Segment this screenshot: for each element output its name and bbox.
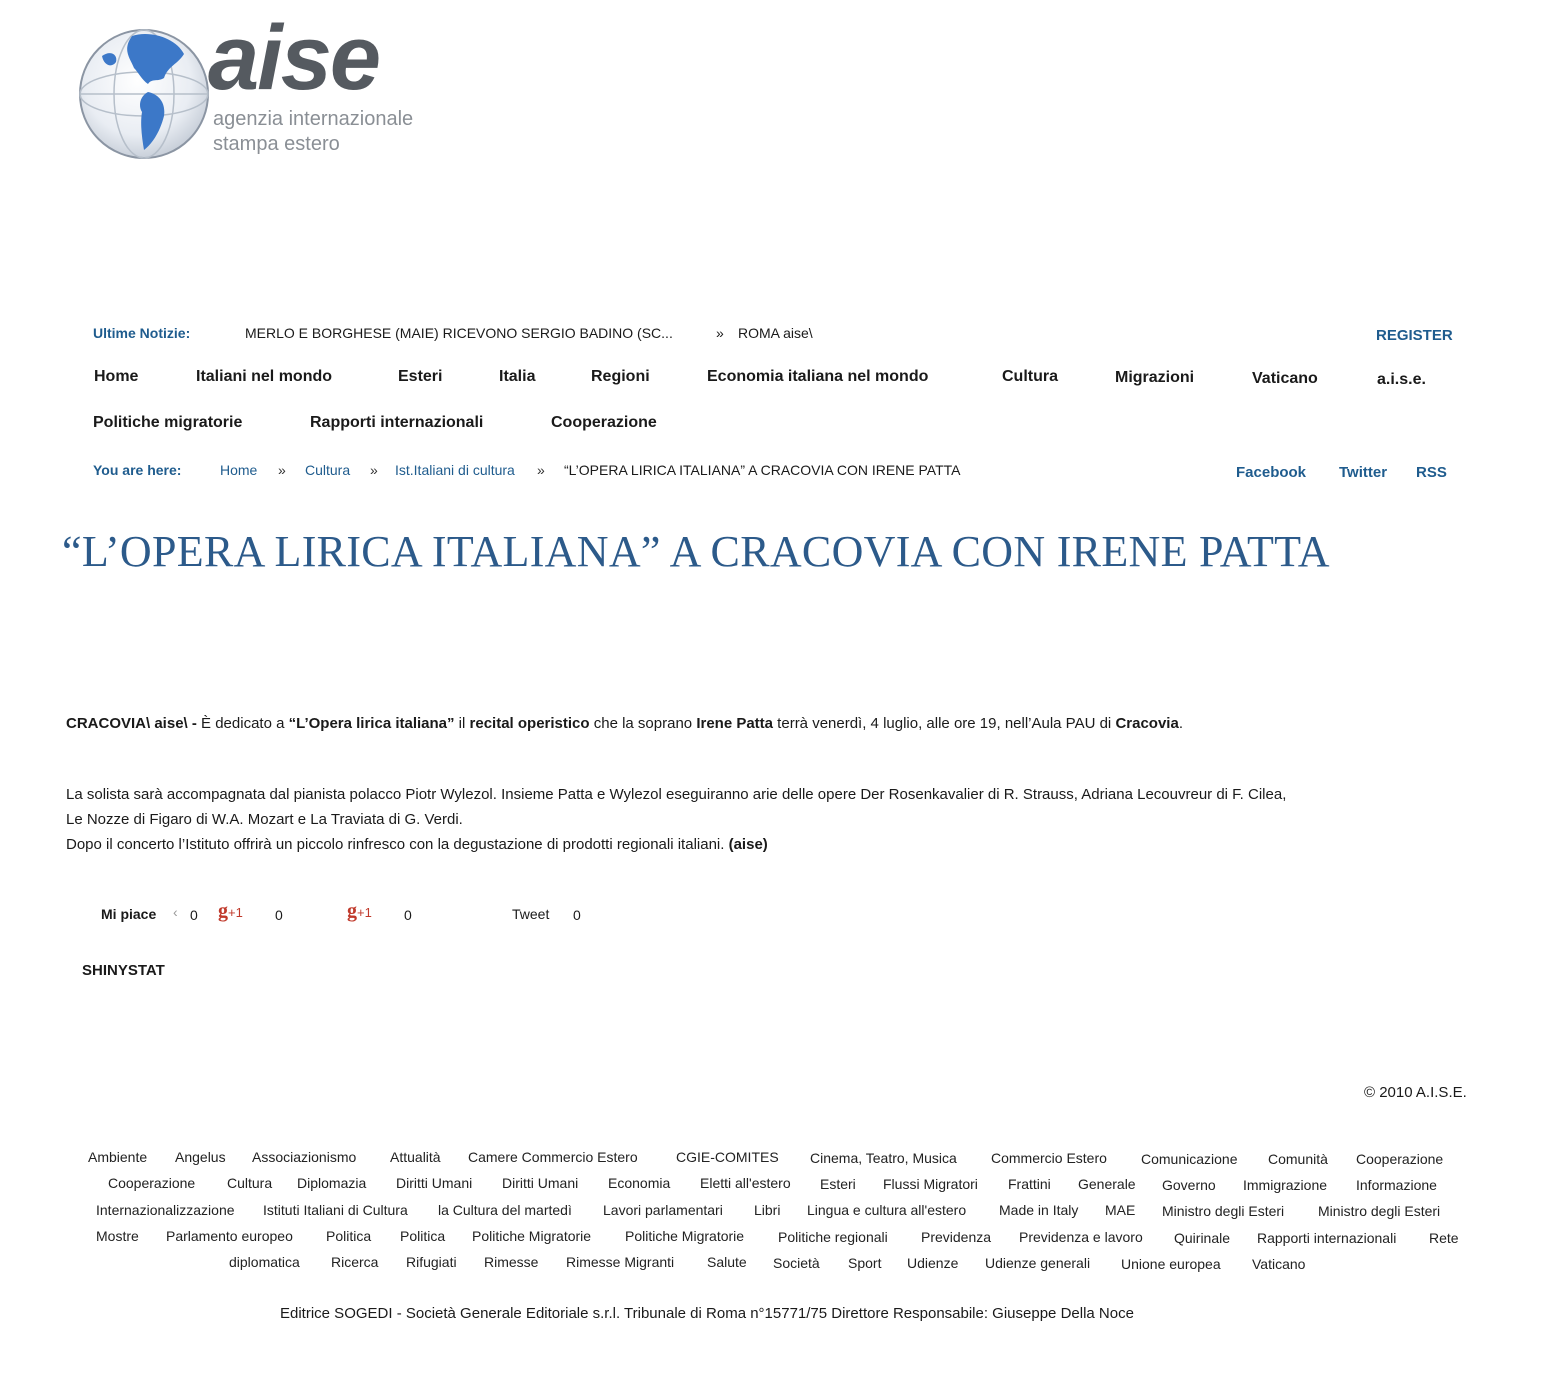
tag-link[interactable]: Diplomazia [297,1175,367,1191]
latest-news-label: Ultime Notizie: [93,325,191,341]
tag-link[interactable]: Ambiente [88,1149,148,1165]
publisher-footer: Editrice SOGEDI - Società Generale Editoriale s.r.l. Tribunale di Roma n°15771/75 Direttore Responsabile: Giuseppe Della Noce [280,1305,1134,1322]
logo-subtitle-line2: stampa estero [213,133,340,155]
tag-link[interactable]: Internazionalizzazione [96,1202,235,1218]
tag-link[interactable]: Cultura [227,1175,273,1191]
tweet-count: 0 [573,907,581,923]
menu-item-italia[interactable]: Italia [499,368,536,385]
tag-link[interactable]: Economia [608,1175,671,1191]
tag-link[interactable]: diplomatica [229,1254,300,1270]
tag-link[interactable]: Politica [326,1228,372,1244]
rss-link[interactable]: RSS [1416,464,1447,481]
tag-link[interactable]: CGIE-COMITES [676,1149,779,1165]
tag-link[interactable]: Camere Commercio Estero [468,1149,638,1165]
tag-link[interactable]: Angelus [175,1149,226,1165]
tag-link[interactable]: Attualità [390,1149,441,1165]
news-ticker-item-2[interactable]: ROMA aise\ [738,325,813,341]
tag-link[interactable]: Previdenza e lavoro [1019,1229,1143,1245]
tag-link[interactable]: Istituti Italiani di Cultura [263,1202,408,1218]
tag-link[interactable]: Rimesse [484,1254,539,1270]
like-count: 0 [190,907,198,923]
tag-link[interactable]: Udienze [907,1255,959,1271]
article-dateline: CRACOVIA\ aise\ - [66,715,197,732]
article-paragraph-1: CRACOVIA\ aise\ - È dedicato a “L’Opera lirica italiana” il recital operistico che la soprano Irene Patta terrà venerdì, 4 luglio, alle ore 19, nell’Aula PAU di Cracovia. [66,715,1183,732]
article-paragraph-2-line-1: La solista sarà accompagnata dal pianista polacco Piotr Wylezol. Insieme Patta e Wylezol eseguiranno arie delle opere Der Rosenkavalier di R. Strauss, Adriana Lecouvreur di F. Cilea, [66,786,1287,803]
tag-link[interactable]: Politiche Migratorie [472,1228,592,1244]
menu-item-economia[interactable]: Economia italiana nel mondo [707,368,929,385]
article-paragraph-2-line-2: Le Nozze di Figaro di W.A. Mozart e La Traviata di G. Verdi. [66,811,463,828]
google-plus-count-2: 0 [404,907,412,923]
tag-link[interactable]: Lingua e cultura all'estero [807,1202,967,1218]
tag-link[interactable]: Previdenza [921,1229,992,1245]
google-plus-button[interactable]: g+1 [218,900,243,922]
tag-link[interactable]: Immigrazione [1243,1177,1328,1193]
tag-link[interactable]: Ministro degli Esteri [1162,1203,1285,1219]
tag-link[interactable]: Ministro degli Esteri [1318,1203,1441,1219]
tag-link[interactable]: Quirinale [1174,1230,1231,1246]
tag-link[interactable]: Rete [1429,1230,1459,1246]
google-plus-button-2[interactable]: g+1 [347,900,372,922]
tag-link[interactable]: Rimesse Migranti [566,1254,675,1270]
tag-link[interactable]: Udienze generali [985,1255,1091,1271]
tag-link[interactable]: Comunità [1268,1151,1328,1167]
tag-link[interactable]: Governo [1162,1177,1216,1193]
menu-item-home[interactable]: Home [94,368,139,385]
menu-item-esteri[interactable]: Esteri [398,368,443,385]
breadcrumb-current: “L’OPERA LIRICA ITALIANA” A CRACOVIA CON IRENE PATTA [564,462,961,478]
tag-link[interactable]: Politiche regionali [778,1229,888,1245]
tag-link[interactable]: Cooperazione [1356,1151,1444,1167]
breadcrumb-separator: » [370,462,378,478]
tag-link[interactable]: Politiche Migratorie [625,1228,745,1244]
menu-item-vaticano[interactable]: Vaticano [1252,370,1318,387]
tag-link[interactable]: Unione europea [1121,1256,1221,1272]
tag-link[interactable]: Diritti Umani [502,1175,579,1191]
tag-link[interactable]: MAE [1105,1202,1136,1218]
tag-link[interactable]: Frattini [1008,1176,1051,1192]
tag-link[interactable]: Ricerca [331,1254,379,1270]
breadcrumb-home[interactable]: Home [220,462,258,478]
globe-icon [72,20,222,160]
tag-link[interactable]: Rifugiati [406,1254,457,1270]
tag-link[interactable]: Salute [707,1254,747,1270]
tag-link[interactable]: Lavori parlamentari [603,1202,723,1218]
tag-link[interactable]: Società [773,1255,820,1271]
article-paragraph-3: Dopo il concerto l’Istituto offrirà un piccolo rinfresco con la degustazione di prodotti regionali italiani. (aise) [66,836,768,853]
tag-link[interactable]: Vaticano [1252,1256,1306,1272]
google-plus-count: 0 [275,907,283,923]
like-count-arrow-icon: ‹ [173,904,178,920]
tag-link[interactable]: Sport [848,1255,882,1271]
tag-link[interactable]: Cooperazione [108,1175,196,1191]
menu-item-regioni[interactable]: Regioni [591,368,650,385]
tag-link[interactable]: Comunicazione [1141,1151,1238,1167]
tag-link[interactable]: Associazionismo [252,1149,357,1165]
menu-item-politiche-migratorie[interactable]: Politiche migratorie [93,414,243,431]
menu-item-cooperazione[interactable]: Cooperazione [551,414,657,431]
breadcrumb-separator: » [537,462,545,478]
tag-link[interactable]: Cinema, Teatro, Musica [810,1150,957,1166]
breadcrumb-istituti[interactable]: Ist.Italiani di cultura [395,462,515,478]
breadcrumb-label: You are here: [93,462,182,478]
breadcrumb-separator: » [278,462,286,478]
copyright: © 2010 A.I.S.E. [1364,1084,1467,1101]
news-ticker-item[interactable]: MERLO E BORGHESE (MAIE) RICEVONO SERGIO BADINO (SC... [245,325,673,341]
tag-link[interactable]: Made in Italy [999,1202,1079,1218]
tag-link[interactable]: Parlamento europeo [166,1228,293,1244]
menu-item-migrazioni[interactable]: Migrazioni [1115,369,1195,386]
register-link[interactable]: REGISTER [1376,327,1453,344]
facebook-like-button[interactable]: Mi piace [101,906,157,922]
breadcrumb-cultura[interactable]: Cultura [305,462,351,478]
menu-item-italiani-nel-mondo[interactable]: Italiani nel mondo [196,368,333,385]
facebook-link[interactable]: Facebook [1236,464,1307,481]
shinystat-badge[interactable]: SHINYSTAT [82,962,165,979]
tag-link[interactable]: Informazione [1356,1177,1437,1193]
logo-subtitle-line1: agenzia internazionale [213,108,414,130]
site-logo[interactable] [72,7,442,160]
tweet-button[interactable]: Tweet [512,906,550,922]
menu-item-rapporti-internazionali[interactable]: Rapporti internazionali [310,414,484,431]
tag-link[interactable]: la Cultura del martedì [438,1202,572,1218]
tag-link[interactable]: Commercio Estero [991,1150,1107,1166]
tag-link[interactable]: Generale [1078,1176,1136,1192]
twitter-link[interactable]: Twitter [1339,464,1388,481]
tag-link[interactable]: Esteri [820,1176,856,1192]
article-title: “L’OPERA LIRICA ITALIANA” A CRACOVIA CON IRENE PATTA [62,527,1330,576]
tag-link[interactable]: Flussi Migratori [883,1176,978,1192]
tag-link[interactable]: Eletti all'estero [700,1175,791,1191]
tag-link[interactable]: Politica [400,1228,446,1244]
tag-link[interactable]: Diritti Umani [396,1175,473,1191]
tag-link[interactable]: Mostre [96,1228,139,1244]
tag-link[interactable]: Libri [754,1202,781,1218]
tag-link[interactable]: Rapporti internazionali [1257,1230,1397,1246]
logo-wordmark: aise [208,7,380,109]
news-ticker-separator: » [716,325,724,341]
menu-item-aise[interactable]: a.i.s.e. [1377,371,1426,388]
menu-item-cultura[interactable]: Cultura [1002,368,1058,385]
